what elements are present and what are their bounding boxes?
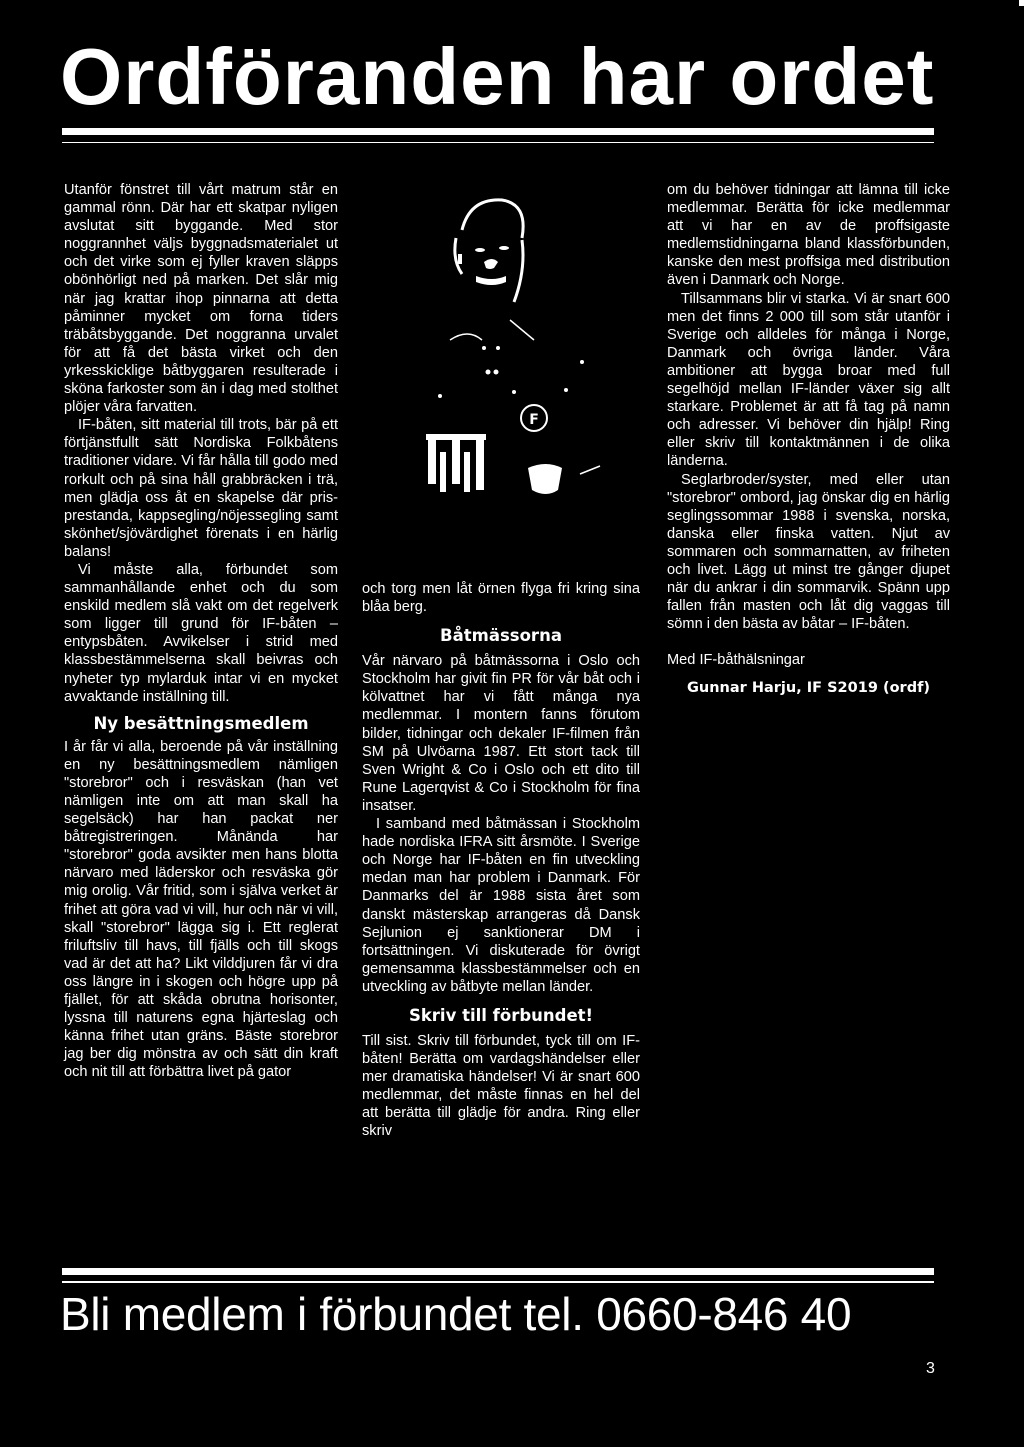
middle-paragraph-3: Till sist. Skriv till förbundet, tyck till om IF-båten! Berätta om vardagshändelser eller mer dramatiska händelser! Vi är snart 600 medlemmar, det måste finnas en hel del att berätta till glädje för andra. Ring eller skriv [362,1032,640,1140]
header-rule-thick [62,128,934,135]
membership-banner: Bli medlem i förbundet tel. 0660-846 40 [60,1288,852,1340]
header-rule-thin [62,142,934,143]
portrait-head [455,200,523,302]
left-paragraph-3: Vi måste alla, förbundet som sammanhållande enhet och du som enskild medlem slå vakt om det regelverk som ligger till grund för IF-båten – entypsbåten. Avvikelser i strid med klassbestämmelserna skall beivras och nyheter typ mylarduk intar vi en mycket avvaktande inställning till. [64,561,338,705]
section-heading-new-crew: Ny besättningsmedlem [93,713,309,733]
portrait-cup [528,464,562,494]
if-logo-icon [521,405,547,431]
left-section-paragraph: I år får vi alla, beroende på vår inställning en ny besättningsmedlem nämligen "storebror" och i resväskan (han vet nämligen inte om att man skall ha segelsäck) har han packat ner båtregistreringen. Månända har "storebror" goda avsikter men hans blotta närvaro med läderskor och resväska gör mig orolig. Vår fritid, som i själva verket är frihet att göra vad vi vill, hur och när vi vill, skall "storebror" lägga sig i. Ett reglerat friluftsliv till havs, till fjälls och till skogs vad är det att ha? Likt vilddjuren får vi dra oss längre in i skogen och högre upp på fjället, för att skåda obrutna horisonter, lyssna till naturens egna hjärteslag och känna frihet utan gräns. Bäste storebror jag ber dig mönstra av och sätt din kraft och nit till att förbättra livet på gator [64,738,338,1081]
portrait-shoulders [450,320,534,340]
middle-column [362,580,640,1141]
left-paragraph-1: Utanför fönstret till vårt matrum står en gammal rönn. Där har ett skatpar nyligen avslutat sitt byggande. Med stor noggrannhet väljs byggnadsmaterialet ut och det virke som ej fyller kraven släpps obönhörligt ned på marken. Det slår mig när jag krattar ihop pinnarna att detta påminner mycket om forna tiders träbåtsbyggande. Det noggranna urvalet för att få det bästa virket och den yrkesskicklige båtbyggaren resulterade i sköna farkoster som än i dag med stolthet plöjer våra farvatten. [64,182,338,416]
portrait-illustration [410,190,610,520]
footer-rule-thin [62,1281,934,1283]
portrait-stroke [580,466,600,474]
portrait-dots [438,346,584,398]
middle-paragraph-1: Vår närvaro på båtmässorna i Oslo och Stockholm har givit fin PR för vår båt och i kölvattnet har vi fått många nya medlemmar. I montern fanns förutom bilder, tidningar och dekaler IF-filmen från SM på Ulvöarna 1987. Ett stort tack till Sven Wright & Co i Oslo och ett dito till Rune Lagerqvist & Co i Stockholm för fina insatser. [362,653,640,814]
svg-text:F: F [529,412,539,428]
right-paragraph-2: Tillsammans blir vi starka. Vi är snart 600 men det finns 2 000 till som står utanför i Sverige och alldeles för många i Norge, Danmark och övriga länder. Våra ambitioner att bygga broar med full segelhöjd mellan IF-länder växer sig allt starkare. Problemet är att få tag på namn och adresser. Vi behöver din hjälp! Ring eller skriv till kontaktmännen i de olika länderna. [667,290,950,470]
left-column [64,181,338,1082]
page-title: Ordföranden har ordet [60,32,935,121]
middle-intro: och torg men låt örnen flyga fri kring sina blåa berg. [362,581,640,616]
section-heading-boat-shows: Båtmässorna [440,626,562,646]
portrait-hands [426,434,486,492]
middle-paragraph-2: I samband med båtmässan i Stockholm hade nordiska IFRA sitt årsmöte. I Sverige och Norge har IF-båten en fin utveckling medan man har problem i Danmark. För Danmarks del är 1988 sista året som danskt mästerskap arrangeras då Dansk Sejlunion ej sanktionerar DM i fortsättningen. Vi diskuterade för övrigt gemensamma klassbestämmelser och en utveckling av båtbyte mellan länder. [362,816,640,995]
corner-mark [1019,0,1024,6]
right-column [667,181,950,698]
portrait-face [458,246,509,285]
left-paragraph-2: IF-båten, sitt material till trots, bär på ett förtjänstfullt sätt Nordiska Folkbåtens traditioner vidare. Vi får hålla till godo med rorkult och på sina håll grabbräcken i trä, men glädja oss åt en skapelse där pris-prestanda, kappsegling/nöjessegling samt skönhet/sjövärdighet förenats i en härlig balans! [64,417,338,560]
footer-rule-thick [62,1268,934,1275]
signature: Gunnar Harju, IF S2019 (ordf) [686,680,931,697]
right-paragraph-3: Seglarbroder/syster, med eller utan "storebror" ombord, jag önskar dig en härlig seglingssommar 1988 i svenska, norska, danska eller finska vatten. Njut av sommaren och sommarnatten, av friheten och livet. Lägg ut minst tre gånger djupet när du ankrar i din sommarvik. Spänn upp fallen från masten och låt dig vaggas till sömn i den bästa av båtar – IF-båten. [667,471,950,633]
greeting: Med IF-båthälsningar [667,652,805,669]
page-number: 3 [926,1360,935,1377]
right-paragraph-1: om du behöver tidningar att lämna till icke medlemmar. Berätta för icke medlemmar att vi har en av de proffsigaste medlemstidningarna bland klassförbunden, kanske den mest proffsiga med distribution även i Danmark och Norge. [667,182,950,289]
section-heading-write-to-us: Skriv till förbundet! [408,1005,594,1025]
